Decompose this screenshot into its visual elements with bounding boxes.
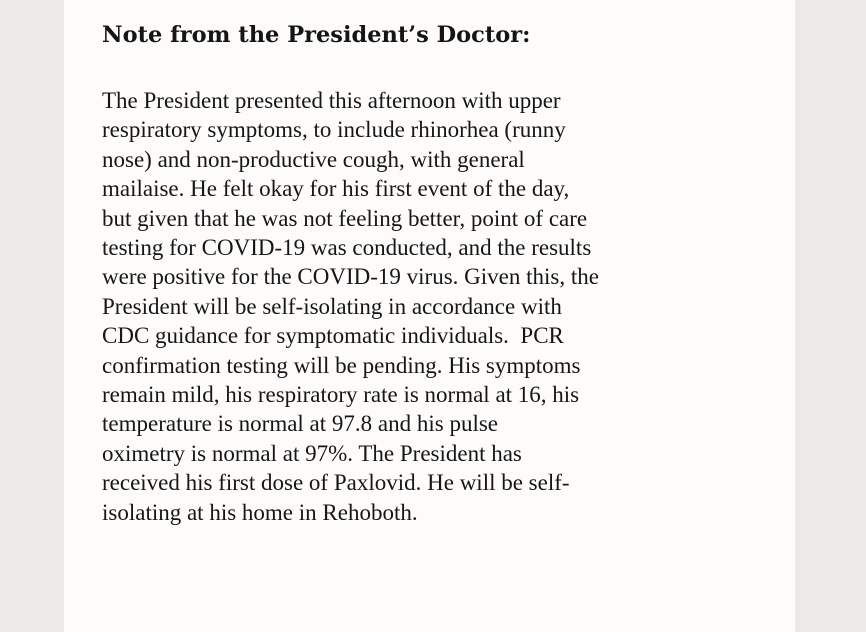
body-line: respiratory symptoms, to include rhinorhea (runny xyxy=(102,117,566,143)
body-line: testing for COVID-19 was conducted, and the results xyxy=(102,235,592,261)
body-line: remain mild, his respiratory rate is normal at 16, his xyxy=(102,382,580,408)
document-card xyxy=(64,0,795,632)
body-line: were positive for the COVID-19 virus. Given this, the xyxy=(102,264,599,290)
body-line: CDC guidance for symptomatic individuals. PCR xyxy=(102,323,564,349)
body-line: President will be self-isolating in accordance with xyxy=(102,293,562,319)
body-line: received his first dose of Paxlovid. He will be self- xyxy=(102,470,570,496)
note-title: Note from the President’s Doctor: xyxy=(102,22,531,48)
body-line: mailaise. He felt okay for his first event of the day, xyxy=(102,176,570,202)
note-body xyxy=(102,86,599,527)
body-line: but given that he was not feeling better, point of care xyxy=(102,205,588,231)
body-line: confirmation testing will be pending. His symptoms xyxy=(102,352,581,378)
body-line: temperature is normal at 97.8 and his pulse xyxy=(102,411,499,437)
body-line: The President presented this afternoon with upper xyxy=(102,88,561,113)
body-line: oximetry is normal at 97%. The President has xyxy=(102,440,522,466)
body-line: isolating at his home in Rehoboth. xyxy=(102,499,418,525)
body-line: nose) and non-productive cough, with general xyxy=(102,146,525,172)
